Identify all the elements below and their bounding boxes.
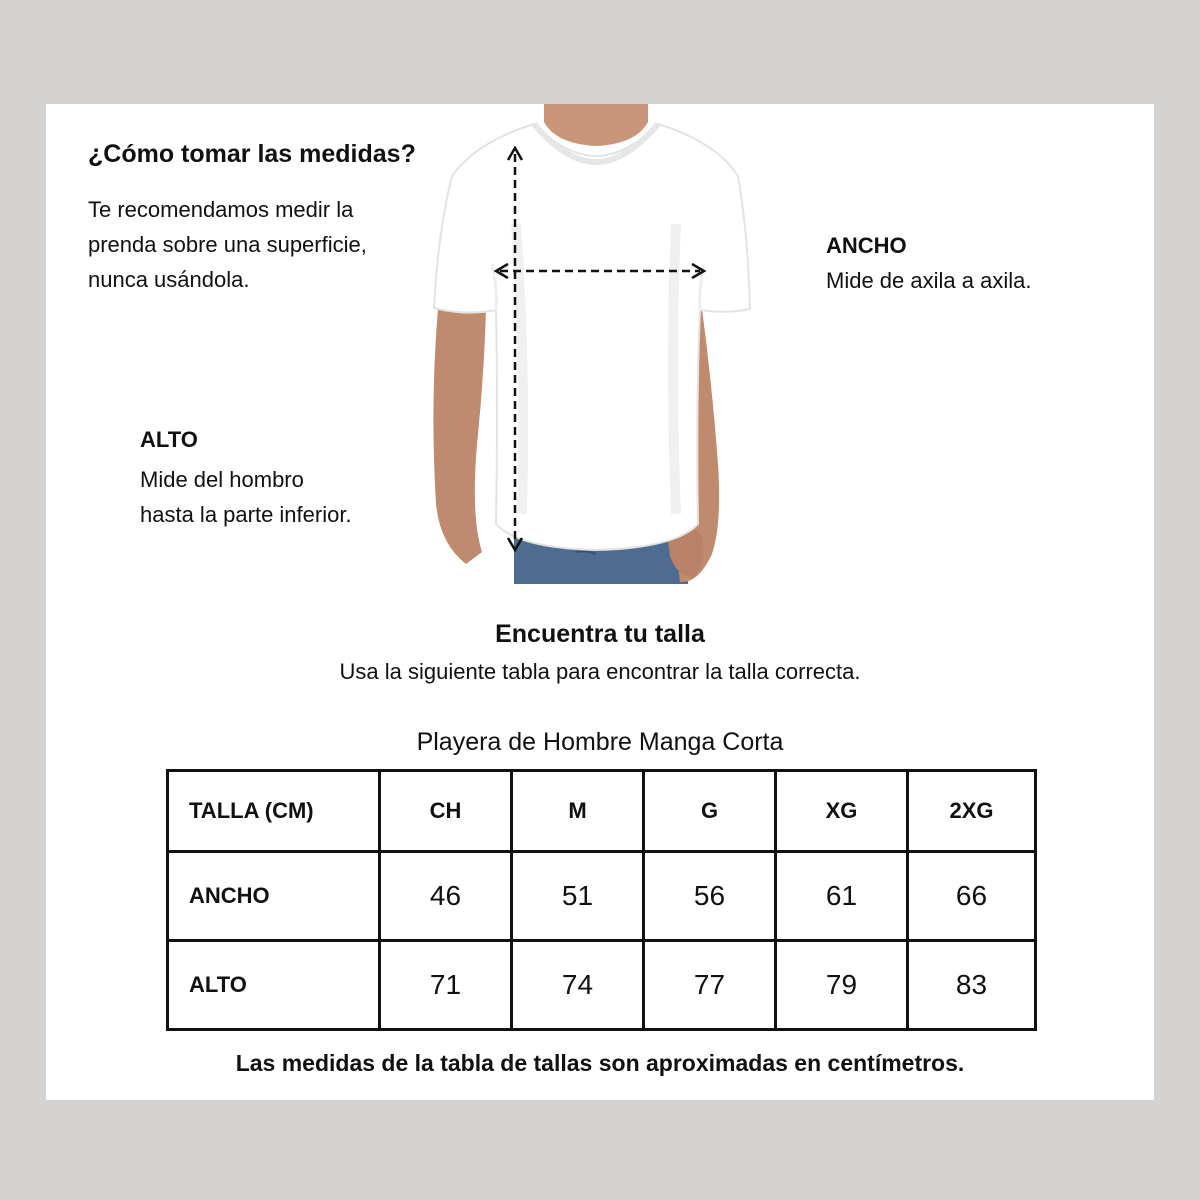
table-cell: 61 <box>776 852 908 941</box>
table-cell: 79 <box>776 941 908 1030</box>
row-label-alto: ALTO <box>168 941 380 1030</box>
header-cell-ch: CH <box>380 771 512 852</box>
how-to-line-1: Te recomendamos medir la <box>88 197 354 222</box>
alto-line-2: hasta la parte inferior. <box>140 502 352 527</box>
header-cell-2xg: 2XG <box>908 771 1036 852</box>
table-cell: 77 <box>644 941 776 1030</box>
alto-title: ALTO <box>140 427 198 452</box>
how-to-line-3: nunca usándola. <box>88 267 250 292</box>
tshirt-model-illustration <box>426 104 766 584</box>
find-size-title: Encuentra tu talla <box>495 620 705 648</box>
header-cell-g: G <box>644 771 776 852</box>
how-to-line-2: prenda sobre una superficie, <box>88 232 367 257</box>
how-to-measure-title: ¿Cómo tomar las medidas? <box>88 140 416 168</box>
table-footnote: Las medidas de la tabla de tallas son aproximadas en centímetros. <box>235 1050 965 1076</box>
table-cell: 83 <box>908 941 1036 1030</box>
table-cell: 74 <box>512 941 644 1030</box>
find-size-subtitle: Usa la siguiente tabla para encontrar la talla correcta. <box>339 659 861 684</box>
table-row <box>168 852 1036 941</box>
table-cell: 46 <box>380 852 512 941</box>
ancho-title: ANCHO <box>826 233 907 258</box>
table-cell: 56 <box>644 852 776 941</box>
size-table <box>166 769 1037 1031</box>
size-guide-card <box>46 104 1154 1100</box>
header-cell-m: M <box>512 771 644 852</box>
alto-description <box>140 462 440 532</box>
table-cell: 51 <box>512 852 644 941</box>
table-caption: Playera de Hombre Manga Corta <box>416 728 784 756</box>
table-cell: 71 <box>380 941 512 1030</box>
table-cell: 66 <box>908 852 1036 941</box>
header-cell-size: TALLA (CM) <box>168 771 380 852</box>
ancho-description: Mide de axila a axila. <box>826 268 1032 293</box>
header-cell-xg: XG <box>776 771 908 852</box>
how-to-measure-text <box>88 192 448 297</box>
table-row <box>168 941 1036 1030</box>
row-label-ancho: ANCHO <box>168 852 380 941</box>
alto-line-1: Mide del hombro <box>140 467 304 492</box>
table-header-row <box>168 771 1036 852</box>
